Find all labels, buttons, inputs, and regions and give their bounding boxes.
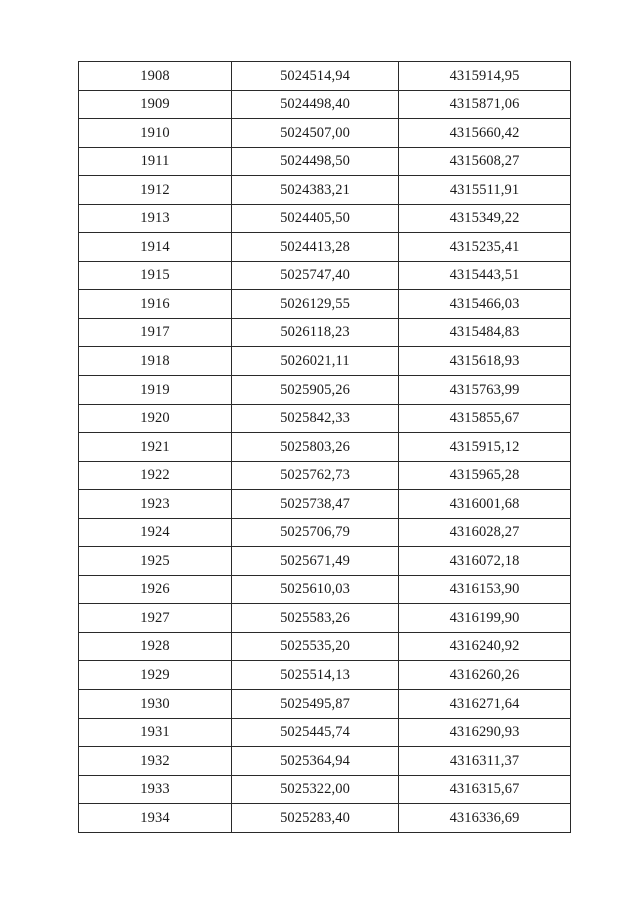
table-row [79,547,571,576]
point-number-cell: 1920 [79,404,232,433]
y-coordinate-cell: 4315965,28 [399,461,571,490]
point-number-cell: 1914 [79,233,232,262]
point-number-cell: 1931 [79,718,232,747]
y-coordinate-cell: 4315763,99 [399,376,571,405]
table-row [79,632,571,661]
y-coordinate-cell: 4316271,64 [399,690,571,719]
x-coordinate-cell: 5025322,00 [232,775,399,804]
table-row [79,490,571,519]
x-coordinate-cell: 5024498,50 [232,147,399,176]
y-coordinate-cell: 4316072,18 [399,547,571,576]
x-coordinate-cell: 5026118,23 [232,318,399,347]
x-coordinate-cell: 5024383,21 [232,176,399,205]
y-coordinate-cell: 4315855,67 [399,404,571,433]
x-coordinate-cell: 5025364,94 [232,747,399,776]
x-coordinate-cell: 5025495,87 [232,690,399,719]
point-number-cell: 1918 [79,347,232,376]
point-number-cell: 1928 [79,632,232,661]
table-row [79,661,571,690]
x-coordinate-cell: 5025583,26 [232,604,399,633]
x-coordinate-cell: 5025762,73 [232,461,399,490]
y-coordinate-cell: 4315511,91 [399,176,571,205]
x-coordinate-cell: 5025738,47 [232,490,399,519]
table-row [79,176,571,205]
y-coordinate-cell: 4315608,27 [399,147,571,176]
x-coordinate-cell: 5025671,49 [232,547,399,576]
y-coordinate-cell: 4315466,03 [399,290,571,319]
x-coordinate-cell: 5024405,50 [232,204,399,233]
point-number-cell: 1929 [79,661,232,690]
table-row [79,147,571,176]
table-row [79,575,571,604]
table-row [79,518,571,547]
point-number-cell: 1913 [79,204,232,233]
table-row [79,90,571,119]
x-coordinate-cell: 5025283,40 [232,804,399,833]
point-number-cell: 1925 [79,547,232,576]
point-number-cell: 1926 [79,575,232,604]
x-coordinate-cell: 5024507,00 [232,119,399,148]
table-row [79,804,571,833]
x-coordinate-cell: 5025445,74 [232,718,399,747]
y-coordinate-cell: 4315660,42 [399,119,571,148]
y-coordinate-cell: 4316199,90 [399,604,571,633]
table-row [79,718,571,747]
y-coordinate-cell: 4315349,22 [399,204,571,233]
y-coordinate-cell: 4316028,27 [399,518,571,547]
coordinates-table-body [79,62,571,833]
table-row [79,318,571,347]
point-number-cell: 1927 [79,604,232,633]
x-coordinate-cell: 5024413,28 [232,233,399,262]
y-coordinate-cell: 4315915,12 [399,433,571,462]
x-coordinate-cell: 5025535,20 [232,632,399,661]
y-coordinate-cell: 4316311,37 [399,747,571,776]
point-number-cell: 1911 [79,147,232,176]
table-row [79,433,571,462]
x-coordinate-cell: 5025747,40 [232,261,399,290]
point-number-cell: 1908 [79,62,232,91]
x-coordinate-cell: 5024514,94 [232,62,399,91]
coordinates-table [78,61,571,833]
point-number-cell: 1912 [79,176,232,205]
table-row [79,747,571,776]
point-number-cell: 1923 [79,490,232,519]
point-number-cell: 1910 [79,119,232,148]
point-number-cell: 1924 [79,518,232,547]
point-number-cell: 1909 [79,90,232,119]
table-row [79,775,571,804]
x-coordinate-cell: 5024498,40 [232,90,399,119]
y-coordinate-cell: 4316001,68 [399,490,571,519]
point-number-cell: 1922 [79,461,232,490]
point-number-cell: 1915 [79,261,232,290]
x-coordinate-cell: 5025803,26 [232,433,399,462]
table-row [79,119,571,148]
y-coordinate-cell: 4316315,67 [399,775,571,804]
table-row [79,604,571,633]
y-coordinate-cell: 4315484,83 [399,318,571,347]
table-row [79,290,571,319]
table-row [79,347,571,376]
point-number-cell: 1933 [79,775,232,804]
y-coordinate-cell: 4316260,26 [399,661,571,690]
y-coordinate-cell: 4315914,95 [399,62,571,91]
point-number-cell: 1930 [79,690,232,719]
y-coordinate-cell: 4315443,51 [399,261,571,290]
point-number-cell: 1916 [79,290,232,319]
y-coordinate-cell: 4315871,06 [399,90,571,119]
table-row [79,376,571,405]
point-number-cell: 1917 [79,318,232,347]
x-coordinate-cell: 5025905,26 [232,376,399,405]
point-number-cell: 1932 [79,747,232,776]
y-coordinate-cell: 4316336,69 [399,804,571,833]
point-number-cell: 1919 [79,376,232,405]
table-row [79,461,571,490]
x-coordinate-cell: 5026021,11 [232,347,399,376]
x-coordinate-cell: 5026129,55 [232,290,399,319]
table-row [79,233,571,262]
x-coordinate-cell: 5025706,79 [232,518,399,547]
table-row [79,62,571,91]
table-row [79,404,571,433]
y-coordinate-cell: 4315618,93 [399,347,571,376]
table-row [79,690,571,719]
x-coordinate-cell: 5025842,33 [232,404,399,433]
x-coordinate-cell: 5025514,13 [232,661,399,690]
y-coordinate-cell: 4316240,92 [399,632,571,661]
table-row [79,204,571,233]
point-number-cell: 1921 [79,433,232,462]
table-row [79,261,571,290]
x-coordinate-cell: 5025610,03 [232,575,399,604]
point-number-cell: 1934 [79,804,232,833]
y-coordinate-cell: 4315235,41 [399,233,571,262]
y-coordinate-cell: 4316153,90 [399,575,571,604]
y-coordinate-cell: 4316290,93 [399,718,571,747]
